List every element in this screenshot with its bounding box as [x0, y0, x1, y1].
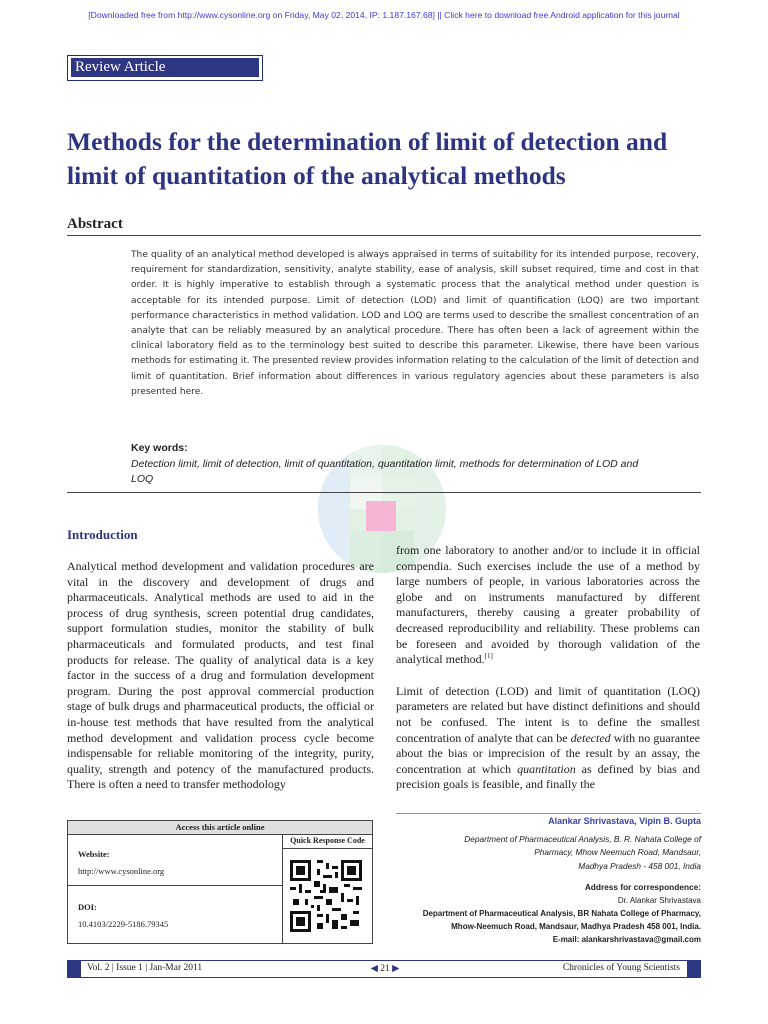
doi-link[interactable]: 10.4103/2229-5186.79345 [78, 919, 169, 929]
keywords-text: Detection limit, limit of detection, limit of quantitation, quantitation limit, methods for determination of LOD and LOQ [131, 458, 639, 485]
download-banner-link[interactable]: [Downloaded free from http://www.cysonline.org on Friday, May 02, 2014, IP: 1.187.167.68] || Click here to download free Android application for this journal [88, 10, 680, 20]
access-box-heading: Access this article online [68, 821, 372, 835]
footer-page-nav [360, 963, 410, 974]
next-page-icon[interactable]: ▶ [392, 964, 400, 974]
correspondence-label: Address for correspondence: [584, 882, 701, 892]
abstract-bottom-rule [67, 492, 701, 493]
introduction-heading: Introduction [67, 527, 138, 542]
doi-label: DOI: [78, 902, 97, 912]
department-line: Department of Pharmaceutical Analysis, B. R. Nahata College of [464, 834, 701, 844]
footer-right-accent [687, 960, 701, 978]
emphasis-term: quantitation [517, 761, 576, 776]
footer-journal-name: Chronicles of Young Scientists [562, 963, 680, 973]
qr-code-heading: Quick Response Code [283, 834, 372, 849]
author-names: Alankar Shrivastava, Vipin B. Gupta [548, 816, 701, 826]
abstract-text: The quality of an analytical method developed is always appraised in terms of suitability for its intended purpose, recovery, requirement for standardization, sensitivity, analyte stability, ease of analysis, skill subset required, time and cost in that order. It is highly imperative to establish through a systematic process that the analytical method under question is acceptable for its intended purpose. Limit of detection (LOD) and limit of quantification (LOQ) are two important performance characteristics in method validation. LOD and LOQ are terms used to describe the smallest concentration of an analyte that can be reliably measured by an analytical procedure. There has often been a lack of agreement within the clinical laboratory field as to the terminology best suited to describe this parameter. Likewise, there have been various methods for estimating it. The presented review provides information relating to the calculation of the limit of detection and limit of quantitation. Brief information about differences in various regulatory agencies about these parameters is also presented here. [131, 250, 699, 397]
introduction-right-column [396, 543, 700, 809]
department-line: Pharmacy, Mhow Neemuch Road, Mandsaur, [534, 847, 701, 857]
website-label: Website: [78, 849, 110, 859]
website-link[interactable]: http://www.cysonline.org [78, 866, 165, 876]
footer-left-accent [67, 960, 81, 978]
correspondence-address: Department of Pharmaceutical Analysis, BR Nahata College of Pharmacy, [422, 909, 701, 918]
footer-issue-info: Vol. 2 | Issue 1 | Jan-Mar 2011 [87, 963, 203, 973]
intro-paragraph [396, 684, 700, 793]
intro-paragraph-text: as defined by bias and precision goals is feasible, and finally the [396, 761, 700, 792]
reference-citation[interactable]: [1] [484, 652, 493, 661]
intro-paragraph-text: from one laboratory to another and/or to include it in official compendia. Such exercises include the use of a method by large numbers of people, in various laboratories across the globe and on instruments manufactured by different manufacturers, thereby causing a greater probability of decreased reproducibility and reliability. These problems can be foreseen and avoided by thorough validation of the analytical method. [396, 543, 700, 667]
previous-page-icon[interactable]: ◀ [370, 964, 378, 974]
correspondence-email[interactable]: E-mail: alankarshrivastava@gmail.com [552, 935, 701, 944]
introduction-left-column: Analytical method development and validation procedures are vital in the discovery and development of drugs and pharmaceuticals. Analytical methods are used to aid in the process of drug synthesis, screen potential drug candidates, support formulation studies, monitor the stability of bulk pharmaceuticals and formulated products, and test final products for release. The quality of analytical data is a key factor in the success of a drug and formulation development program. During the post approval commercial production stage of bulk drugs and pharmaceutical products, the official or in-house test methods that have resulted from the analytical method development and validation process cycle become indispensable for reliable monitoring of the integrity, purity, quality, strength and potency of the manufactured products. There is often a need to transfer methodology [67, 559, 374, 792]
article-title: Methods for the determination of limit of detection and limit of quantitation of the analytical methods [67, 127, 668, 190]
abstract-heading: Abstract [67, 216, 123, 232]
intro-paragraph [396, 543, 700, 668]
affiliation-rule [396, 813, 701, 814]
article-type-label: Review Article [71, 58, 259, 77]
page-number: 21 [380, 964, 390, 974]
keywords-heading: Key words: [131, 442, 188, 454]
intro-paragraph-text: with no guarantee about the bias or imprecision of the result by an assay, the concentration at which [396, 730, 700, 776]
abstract-top-rule [67, 235, 701, 236]
access-box-row-divider [68, 885, 282, 886]
qr-code-icon[interactable] [290, 860, 362, 932]
intro-paragraph-text: Limit of detection (LOD) and limit of quantitation (LOQ) parameters are related but have distinct definitions and should not be confused. The intent is to define the smallest concentration of analyte that can be [396, 683, 700, 745]
correspondence-address: Mhow-Neemuch Road, Mandsaur, Madhya Pradesh 458 001, India. [451, 922, 701, 931]
department-line: Madhya Pradesh - 458 001, India [578, 861, 701, 871]
correspondence-name: Dr. Alankar Shrivastava [617, 896, 701, 905]
access-box-divider [282, 834, 283, 943]
emphasis-term: detected [570, 730, 611, 745]
